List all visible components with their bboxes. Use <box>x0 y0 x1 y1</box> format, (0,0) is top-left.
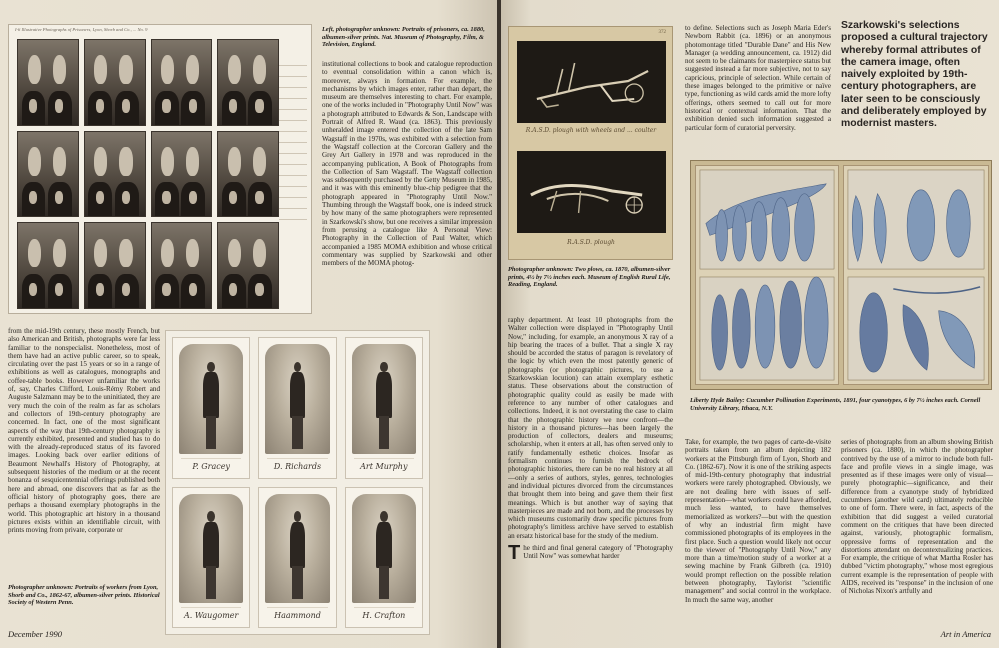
worker-portrait <box>172 487 250 629</box>
article-column: series of photographs from an album showing British prisoners (ca. 1880), in which the photographer contrived by the use of a mirror to include both full-face and profile views in a single image, was presented as if these images were only of visual—purely photographic—significance, and their difference from a cyanotype study of hybridized cucumbers (another wild card) ultimately reducible to one of form. There were, in fact, aspects of the exhibition that did suggest a veiled curatorial comment on the critiques that have been directed against, variously, photographic formalism, oppressive forms of representation and the distortions attendant on decontextualizing practices. For example, the critique of what Martha Rosler has dubbed "victim photography," whose most egregious current example is the representation of people with AIDS, received its "response" in the inclusion of one of Nicholas Nixon's artfully and <box>841 438 993 596</box>
prisoner-portrait <box>84 222 146 309</box>
worker-portrait <box>258 337 336 479</box>
plate-number: 372 <box>658 30 666 35</box>
article-paragraph: raphy department. At least 10 photographs from the Walter collection were displayed in "Photography Until Now," including, for example, an anonymous X ray of a hip bearing the traces of a bullet. That a single X ray should be accorded the status of paragon is revelatory of the logic by which even the most patently generic of photographs (or photographic pictures, to use a Szarkowskian locution) can attain exemplary esthetic status. These observations about the construction of photographic quality could as easily be made with reference to any number of other catalogues and collections. Indeed, it is not overstating the case to claim that the photographic history we now confront—the history in a thousand pictures—has been largely the production of collectors, dealers and museums; scholarship, when it enters at all, has often served only to ratify fundamentally esthetic choices. Insofar as formalism continues to furnish the bedrock of photographic histories, there can be no real history at all—only a series of authors, styles, genres, technologies and individual pictures divorced from the circumstances that brought them into being and gave them their first meanings. Which is but another way of saying that masterpieces are made and not born, and the processes by which museums customarily draw specific pictures from photography's limitless archive have served to establish an ersatz historical base for the study of the medium. <box>508 316 673 540</box>
pull-quote: Szarkowski's selections proposed a cultural trajectory whereby formal attributes of the camera image, often naively exploited by 19th-century photographers, are later seen to be consciously and deliberately employed by modernist masters. <box>841 20 988 130</box>
article-column: to define. Selections such as Joseph Maria Eder's Newborn Rabbit (ca. 1896) or an anonymous photomontage titled "Durable Dane" and His New Manager (a wedding announcement, ca. 1912) did not seem to be claimants for masterpiece status but suggested instead a far more subjective, not to say capricious, principle of selection. While certain of these images belonged to the primitive or naïve type, functioning as wild cards amid the more lofty offerings, others seemed to call out for more historical or contextual information. That the exhibition denied such information suggested a particular form of curatorial perversity. <box>685 24 831 132</box>
drop-cap: T <box>508 542 521 565</box>
prisoner-portrait <box>151 39 213 126</box>
prisoner-portrait <box>217 222 279 309</box>
worker-portrait <box>345 487 423 629</box>
worker-portrait <box>172 337 250 479</box>
worker-portraits-plate <box>165 330 430 635</box>
prisoner-portrait <box>84 131 146 218</box>
handwritten-plow-label: R.A.S.D. plough with wheels and ... coulter <box>525 127 657 134</box>
prisoner-portrait <box>17 131 79 218</box>
left-page <box>0 0 497 648</box>
prisoner-portrait <box>151 222 213 309</box>
plows-caption: Photographer unknown: Two plows, ca. 1870, albumen-silver prints, 4½ by 7½ inches each. Museum of English Rural Life, Reading, England. <box>508 266 671 289</box>
prisoner-portrait <box>84 39 146 126</box>
prisoner-portrait <box>217 131 279 218</box>
prisoner-portraits-plate <box>8 24 312 314</box>
prisoner-portrait <box>17 39 79 126</box>
article-column: Take, for example, the two pages of carte-de-visite portraits taken from an album depicting 182 workers at the Pittsburgh firm of Lyon, Shorb and Co. (1862-67). Now it is one of the striking aspects of mid-19th-century photography that industrial workers were rarely photographed. Obviously, we are not dealing here with issues of self-representation—what workers could have afforded, much less wanted, to have themselves memorialized as workers?—but with the question of why an industrial firm might have commissioned photographs of its employees in the first place. Such a question would likely not occur to the viewer of "Photography Until Now," any more than a time/motion study of a worker at a sewing machine by Frank Gilbreth (ca. 1910) would prompt reflection on the possible relation between photography, Taylorist "scientific management" and social control in the workplace. In much the same way, another <box>685 438 831 604</box>
worker-signature: Haammond <box>267 607 327 623</box>
prisoner-portraits-grid <box>17 39 279 309</box>
prisoner-portrait <box>151 131 213 218</box>
worker-portraits-grid <box>172 337 423 628</box>
handwritten-plow-label: R.A.S.D. plough <box>567 239 615 246</box>
article-paragraph <box>508 542 673 565</box>
folio-magazine-title: Art in America <box>940 629 991 639</box>
worker-signature: D. Richards <box>267 458 327 474</box>
cyanotype-album-page <box>843 165 989 385</box>
article-column: institutional collections to book and catalogue reproduction to eventual consolidation within a canon which is, moreover, always in formation. For example, the mechanisms by which images enter, rather than depart, the museum are themselves interesting to chart. For example, one of the works included in "Photography Until Now" was a photograph attributed to Edwards & Son, Landscape with Portrait of Alfred R. Waud (ca. 1863). This previously unheralded image entered the collection of the late Sam Wagstaff in the 1970s, was exhibited with a selection from the Wagstaff collection at the Corcoran Gallery and the Grey Art Gallery in 1978 and was reproduced in the accompanying publication, A Book of Photographs from the Collection of Sam Wagstaff. The Wagstaff collection was subsequently purchased by the Getty Museum in 1985, and it was with this eminently blue-chip pedigree that the photograph appeared in "Photography Until Now." Thumbing through the Wagstaff book, one is indeed struck by how many of the same photographers were represented in Szarkowski's show, but one receives a similar impression from perusing a catalogue like A Personal View: Photography in the Collection of Paul Walter, which accompanied a 1985 MOMA exhibition and whose critical commentary was supplied by Szarkowski and other members of the MOMA photog- <box>322 60 492 268</box>
plate-margin-rules <box>279 55 307 305</box>
article-column: from the mid-19th century, these mostly French, but also American and British, photographs were far less familiar to the nonspecialist. Nonetheless, most of them have had an active public career, so to speak, circulating over the past 15 years or so in a range of exhibitions as well as catalogues, monographs and coffee-table books. However unfamiliar the works of, say, Charles Clifford, Louis-Rémy Robert and Auguste Salzmann may be to the uninitiated, they are very much the coin of the realm as far as scholars and collectors of 19th-century photography are concerned. In fact, one of the most significant aspects of the way that 19th-century photography is currently exhibited, presented and studied has to do with the already-reproduced status of its favored images. Looking back over earlier editions of Beaumont Newhall's History of Photography, at subsequent histories of the medium or at the recent bonanza of sesquicentennial offerings published both here and abroad, one discovers that as far as the official history of photography goes, there are perhaps a thousand exemplary photographs in the world. This photographic art history in a thousand pictures exists within an identifiable circuit, with prints moving from private, corporate or <box>8 327 160 535</box>
plate-header: I-6 Illustrative Photographs of Prisoners, Lyon, Shorb and Co., ... No. 9 <box>15 27 148 32</box>
worker-portraits-caption: Photographer unknown: Portraits of workers from Lyon, Shorb and Co., 1862-67, albumen-silver prints. Historical Society of Western Penn. <box>8 584 160 607</box>
right-page <box>501 0 999 648</box>
article-column <box>508 316 673 612</box>
cyanotype-album-page <box>695 165 839 385</box>
worker-portrait <box>345 337 423 479</box>
folio-date: December 1990 <box>8 629 63 639</box>
paragraph-text: he third and final general category of "Photography Until Now" was somewhat harder <box>523 544 673 561</box>
plow-photo <box>517 151 666 233</box>
cyanotype-caption: Liberty Hyde Bailey: Cucumber Pollination Experiments, 1891, four cyanotypes, 6 by 7½ inches each. Cornell University Library, Ithaca, N.Y. <box>690 397 981 412</box>
plow-photo <box>517 41 666 123</box>
worker-signature: A. Waugomer <box>181 607 241 623</box>
worker-portrait <box>258 487 336 629</box>
prisoner-portrait <box>217 39 279 126</box>
plows-plate <box>508 26 673 260</box>
worker-signature: P. Gracey <box>181 458 241 474</box>
cyanotype-plate <box>690 160 992 390</box>
worker-signature: Art Murphy <box>354 458 414 474</box>
prisoner-portraits-caption: Left, photographer unknown: Portraits of prisoners, ca. 1880, albumen-silver prints. Nat. Museum of Photography, Film, & Television, England. <box>322 26 485 49</box>
prisoner-portrait <box>17 222 79 309</box>
worker-signature: H. Crafton <box>354 607 414 623</box>
